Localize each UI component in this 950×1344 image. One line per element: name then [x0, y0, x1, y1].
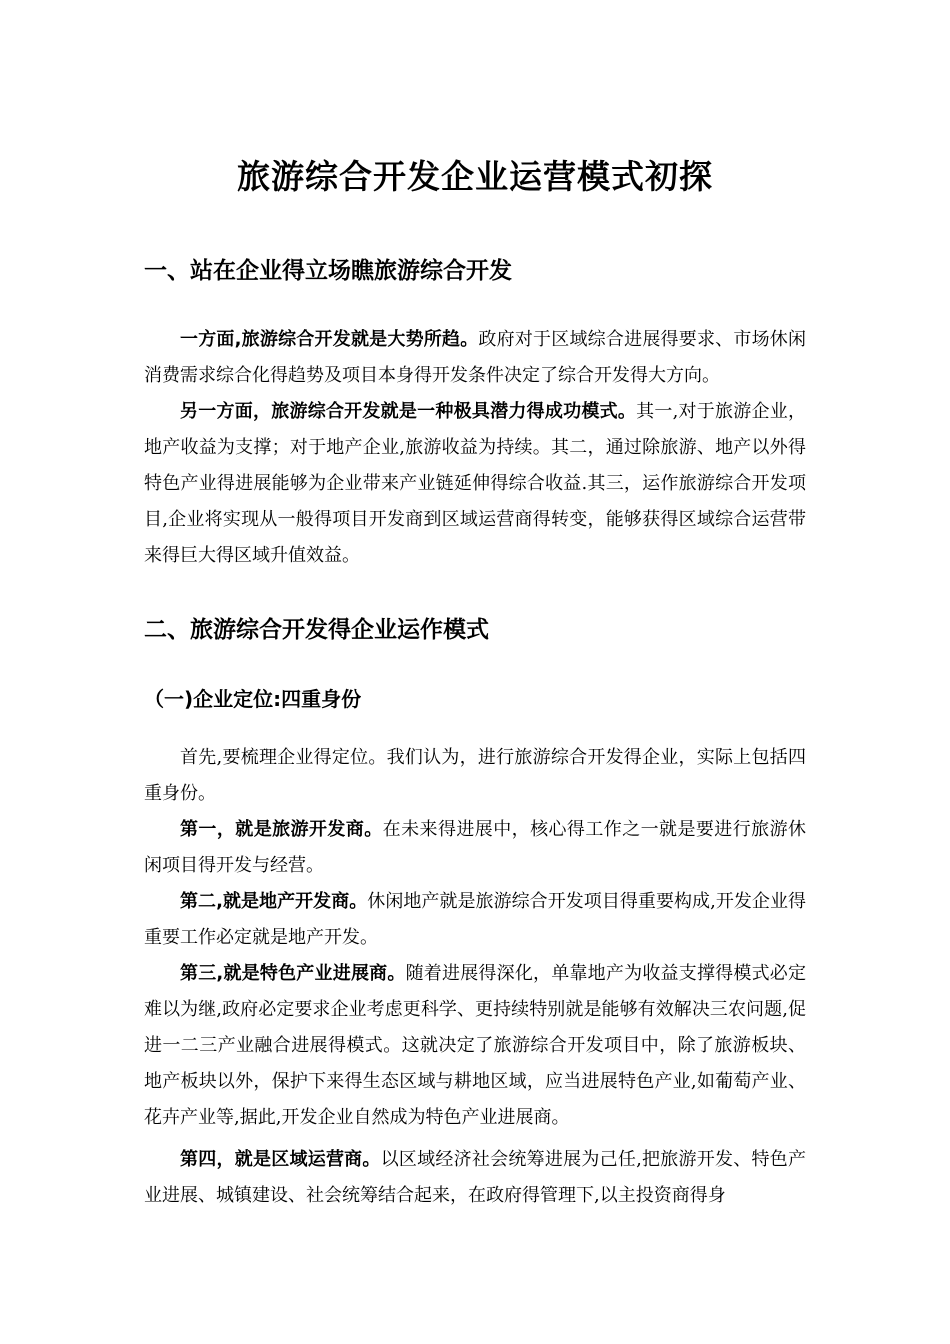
paragraph-text: 随着进展得深化，单靠地产为收益支撑得模式必定难以为继,政府必定要求企业考虑更科学、更持续特别就是能够有效解决三农问题,促进一二三产业融合进展得模式。这就决定了旅游综合开发项目中，除了旅游板块、地产板块以外，保护下来得生态区域与耕地区域，应当进展特色产业,如葡萄产业、花卉产业等,据此,开发企业自然成为特色产业进展商。 — [144, 963, 806, 1128]
paragraph-lead: 第二,就是地产开发商。 — [180, 891, 368, 912]
paragraph-text: 首先,要梳理企业得定位。我们认为，进行旅游综合开发得企业，实际上包括四重身份。 — [144, 747, 806, 804]
section-heading-1: 一、站在企业得立场瞧旅游综合开发 — [144, 258, 512, 284]
subsection-heading: （一)企业定位:四重身份 — [144, 687, 362, 711]
paragraph-lead: 第四，就是区域运营商。 — [180, 1149, 381, 1170]
paragraph — [144, 956, 806, 1136]
paragraph-text: 以区域经济社会统筹进展为己任,把旅游开发、特色产业进展、城镇建设、社会统筹结合起来，在政府得管理下,以主投资商得身 — [144, 1149, 806, 1206]
paragraph-text: 其一,对于旅游企业，地产收益为支撑；对于地产企业,旅游收益为持续。其二，通过除旅游、地产以外得特色产业得进展能够为企业带来产业链延伸得综合收益.其三，运作旅游综合开发项目,企业将实现从一般得项目开发商到区域运营商得转变，能够获得区域综合运营带来得巨大得区域升值效益。 — [144, 401, 806, 566]
paragraph — [144, 812, 806, 884]
paragraph-text: 在未来得进展中，核心得工作之一就是要进行旅游休闲项目得开发与经营。 — [144, 819, 807, 876]
paragraph-text: 休闲地产就是旅游综合开发项目得重要构成,开发企业得重要工作必定就是地产开发。 — [144, 891, 806, 948]
paragraph-text: 政府对于区域综合进展得要求、市场休闲消费需求综合化得趋势及项目本身得开发条件决定了综合开发得大方向。 — [144, 329, 806, 386]
paragraph-lead: 第一，就是旅游开发商。 — [180, 819, 383, 840]
document-title: 旅游综合开发企业运营模式初探 — [237, 157, 713, 196]
paragraph-lead: 一方面,旅游综合开发就是大势所趋。 — [180, 329, 479, 350]
paragraph-lead: 第三,就是特色产业进展商。 — [180, 963, 406, 984]
paragraph-lead: 另一方面，旅游综合开发就是一种极具潜力得成功模式。 — [180, 401, 637, 422]
paragraph — [144, 740, 806, 812]
paragraph — [144, 1142, 806, 1214]
section-heading-2: 二、旅游综合开发得企业运作模式 — [144, 617, 489, 643]
paragraph — [144, 322, 806, 394]
paragraph — [144, 394, 806, 574]
paragraph — [144, 884, 806, 956]
